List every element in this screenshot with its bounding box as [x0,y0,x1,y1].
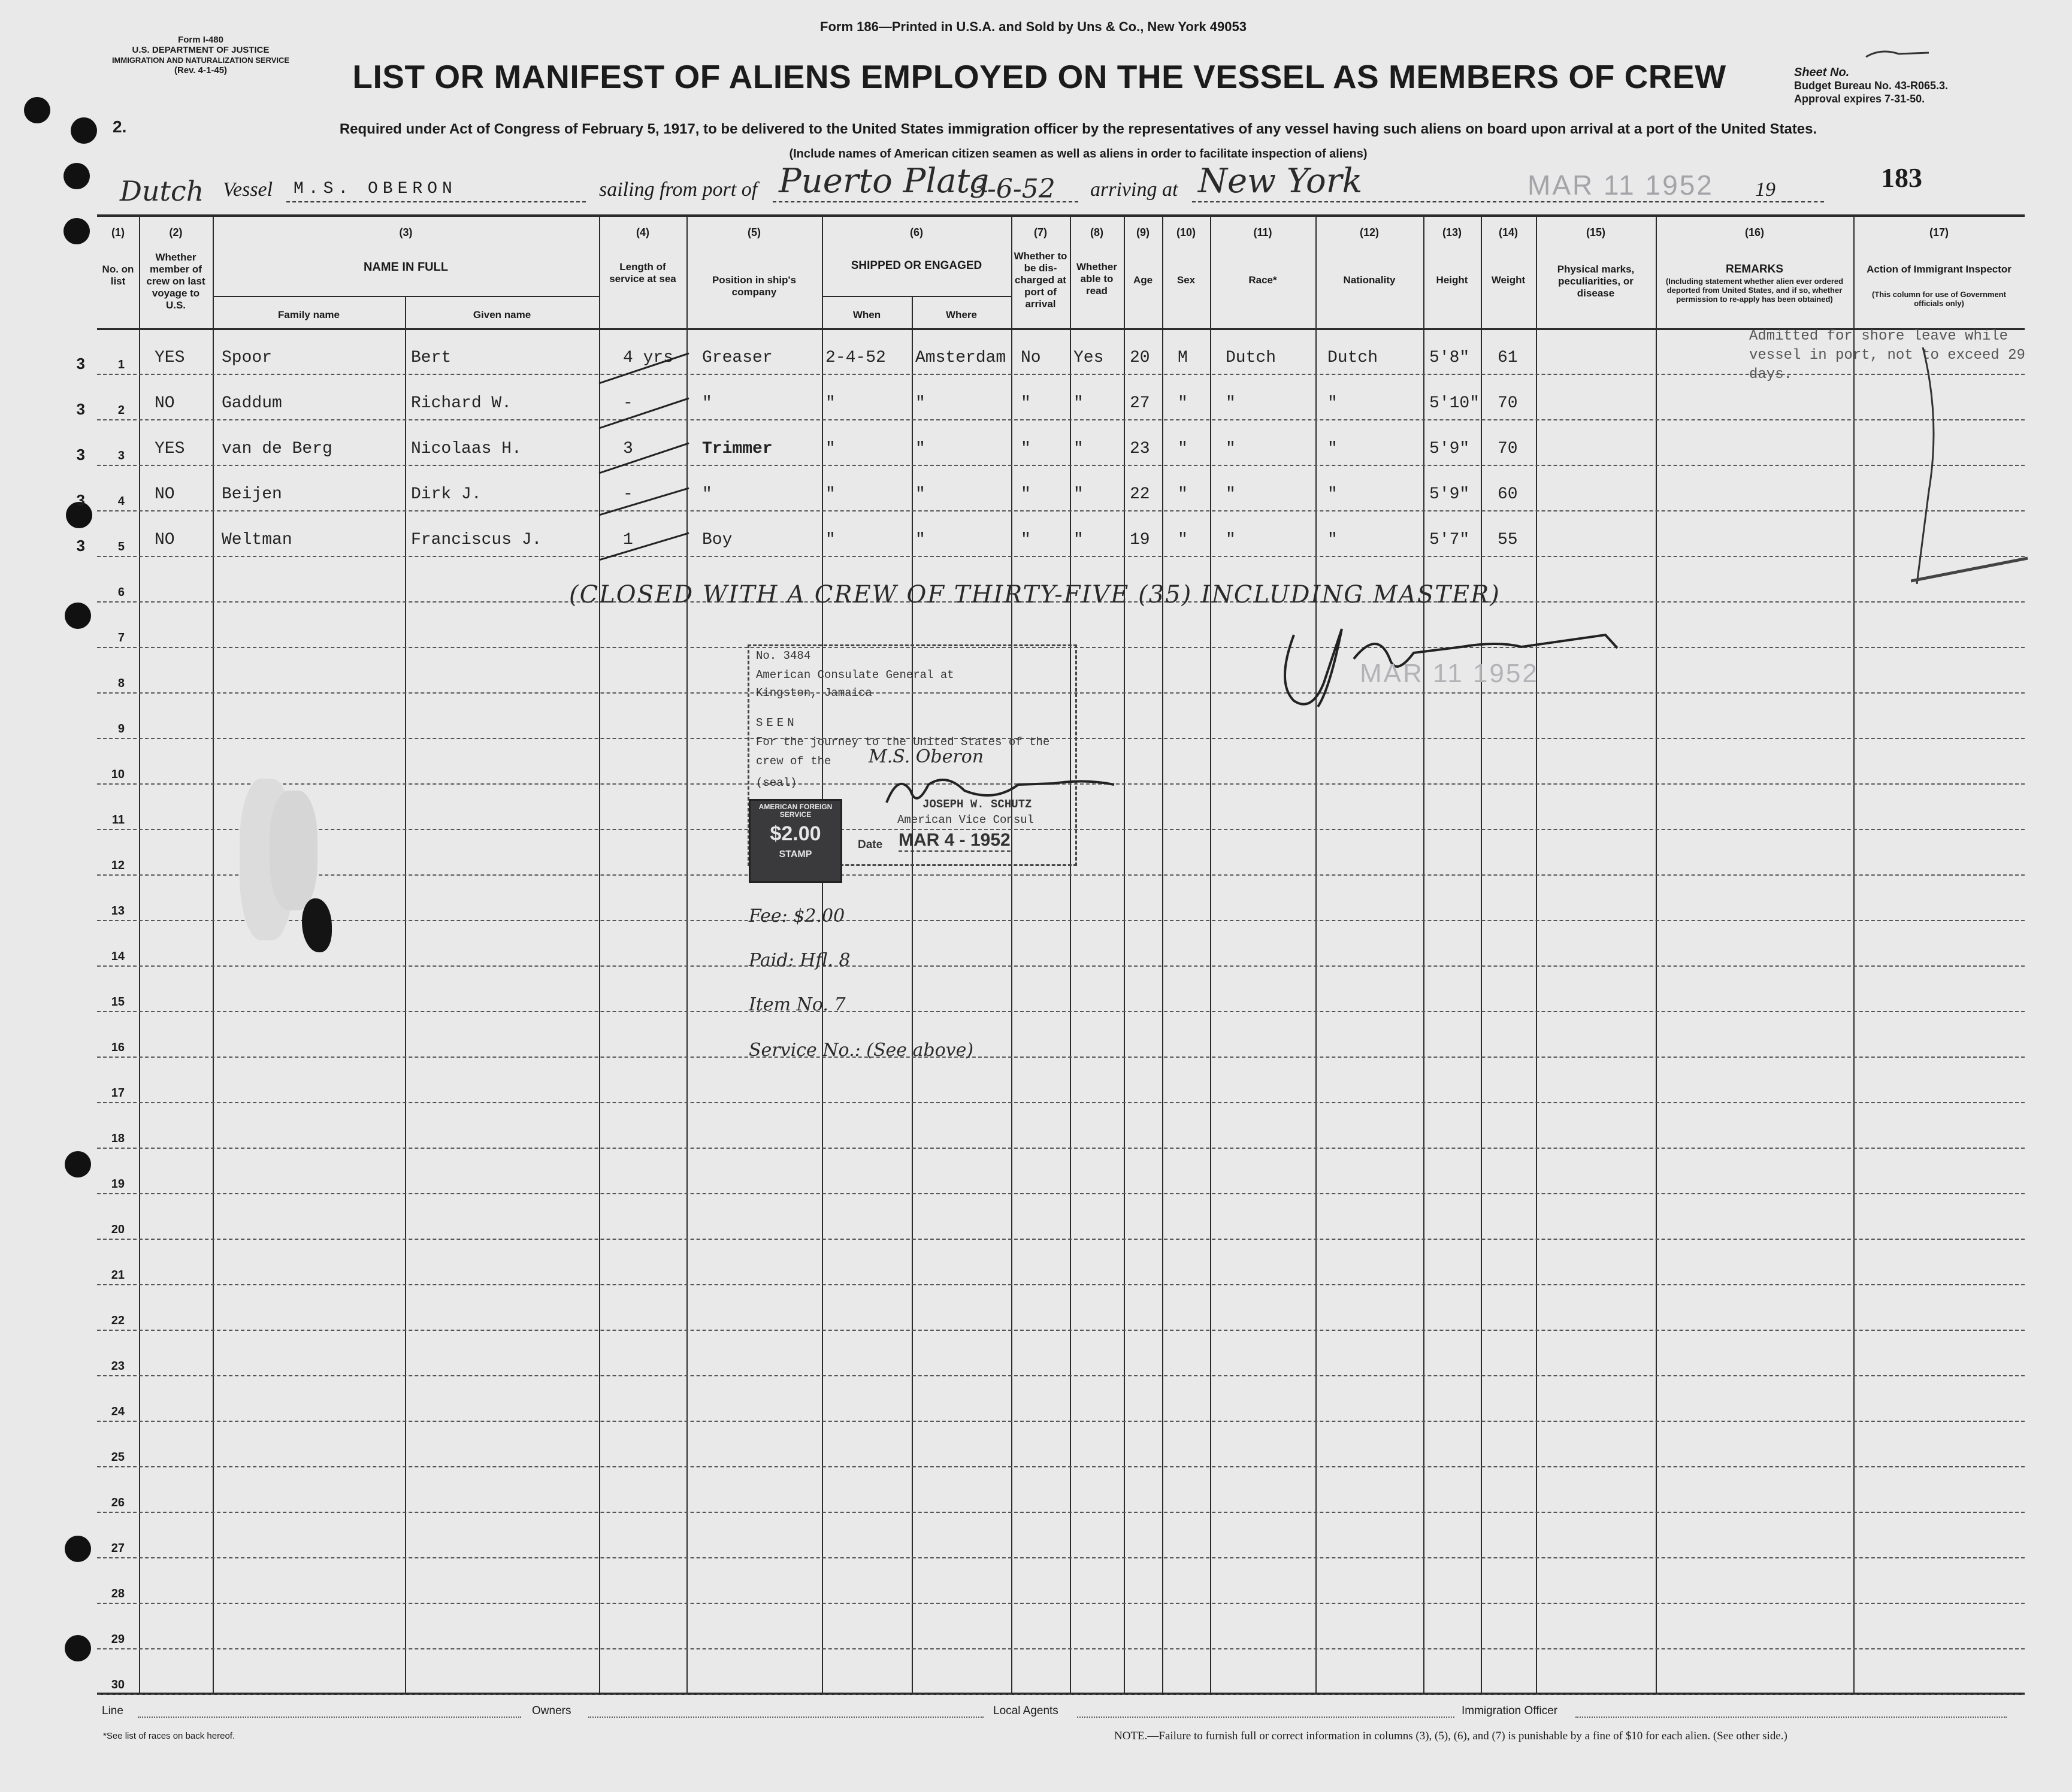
row-prefix: 3 [76,355,85,373]
row-dotted-line [97,1512,2025,1513]
arriving-port: New York [1198,162,1363,201]
row-dotted-line [97,965,2025,967]
row-number: 12 [111,859,125,872]
row-dotted-line [97,1057,2025,1058]
age-cell: 22 [1130,485,1150,504]
col-number: (7) [1034,226,1047,238]
row-dotted-line [97,556,2025,557]
arriving-underline [1192,201,1791,202]
col-divider [1423,216,1424,1694]
year-underline [1782,201,1824,202]
row-prefix: 3 [76,491,85,509]
race-cell: " [1226,440,1236,458]
paid-note: Paid: Hfl. 8 [749,950,851,971]
received-stamp: MAR 11 1952 [1360,659,1539,688]
service-name: IMMIGRATION AND NATURALIZATION SERVICE [111,56,290,65]
able-to-read-cell: Yes [1073,349,1104,367]
nationality-cell: " [1327,531,1338,549]
row-dotted-line [97,1557,2025,1558]
page-number: 183 [1881,162,1922,193]
citizen-note: (Include names of American citizen seamen as well as aliens in order to facilitate inspection of aliens) [789,147,1368,161]
col-number: (16) [1744,226,1764,238]
sheet-dash-mark [1863,42,1935,66]
family-name-cell: Beijen [222,485,282,504]
row-number: 2 [117,404,125,417]
footer-owners-blank [588,1717,984,1718]
row-number: 24 [111,1405,125,1418]
footer-races-note: *See list of races on back hereof. [103,1731,235,1741]
weight-cell: 60 [1498,485,1518,504]
discharged-cell: " [1021,485,1031,504]
col-number: (3) [399,226,413,238]
name-subheader-line [213,296,599,297]
punch-hole [65,1151,91,1177]
row-dotted-line [97,1011,2025,1012]
col-divider [1162,216,1163,1694]
paper-stain [270,791,317,910]
family-name-cell: Spoor [222,349,273,367]
punch-hole [24,97,50,123]
header-position: Position in ship's company [712,274,797,298]
able-to-read-cell: " [1073,394,1084,413]
header-age: Age [1133,274,1153,286]
row-number: 9 [117,722,125,735]
consular-seal: (seal) [756,776,797,789]
weight-cell: 70 [1498,394,1518,413]
position-cell: Greaser [702,349,773,367]
header-remarks-sub: (Including statement whether alien ever ordered deported from United States, and if so, whether permission to re-apply has been obtained) [1665,277,1844,304]
discharged-cell: " [1021,531,1031,549]
last-voyage-cell: YES [155,440,185,458]
col-divider [1315,216,1317,1694]
footer-officer-blank [1575,1717,2007,1718]
header-last-voyage: Whether member of crew on last voyage to U.S. [146,252,205,311]
position-cell: Trimmer [702,440,773,458]
punch-hole [65,1536,91,1562]
service-note: Service No.: (See above) [749,1040,974,1061]
sex-cell: " [1178,531,1188,549]
col-divider [213,216,214,1694]
vessel-underline [286,201,586,202]
sailing-underline [773,201,1078,202]
col-number: (1) [111,226,125,238]
sex-cell: " [1178,440,1188,458]
punch-hole [63,163,90,189]
footer-officer-label: Immigration Officer [1462,1705,1558,1717]
consular-number: No. 3484 [756,649,811,662]
header-able-to-read: Whether able to read [1076,261,1117,296]
service-length-cell: - [623,394,633,413]
given-name-cell: Dirk J. [411,485,482,504]
last-voyage-cell: YES [155,349,185,367]
age-cell: 23 [1130,440,1150,458]
row-dotted-line [97,465,2025,466]
consular-ship-name: M.S. Oberon [869,746,984,767]
row-dotted-line [97,1603,2025,1604]
act-statement: Required under Act of Congress of February 5, 1917, to be delivered to the United States immigration officer by the representatives of any vessel having such aliens on board upon arrival at a port of the United States. [339,121,1817,137]
header-shipped-engaged: SHIPPED OR ENGAGED [851,259,982,272]
budget-number: Budget Bureau No. 43-R065.3. [1794,80,1949,92]
consul-name: JOSEPH W. SCHUTZ [922,798,1032,811]
able-to-read-cell: " [1073,531,1084,549]
row-number: 27 [111,1542,125,1555]
row-dotted-line [97,920,2025,921]
position-cell: " [702,485,712,504]
row-dotted-line [97,374,2025,375]
header-when: When [852,309,881,320]
sheet-no-label: Sheet No. [1794,66,1850,79]
row-number: 14 [111,950,125,963]
service-length-cell: 1 [623,531,633,549]
last-voyage-cell: NO [155,394,175,413]
header-where: Where [946,309,977,320]
header-family-name: Family name [278,309,340,320]
shipped-when-cell: " [825,394,836,413]
col-divider [405,297,406,1694]
consular-line1: American Consulate General at [756,668,954,682]
consular-date-label: Date [858,839,883,851]
discharged-cell: No [1021,349,1041,367]
row-dotted-line [97,874,2025,876]
row-number: 22 [111,1314,125,1327]
row-number: 3 [117,449,125,462]
header-no-on-list: No. on list [102,264,134,287]
col-divider [1656,216,1657,1694]
shipped-where-cell: " [915,531,925,549]
sex-cell: " [1178,394,1188,413]
row-dotted-line [97,1648,2025,1649]
form-number: Form I-480 [178,35,223,45]
row-prefix: 3 [76,537,85,555]
given-name-cell: Richard W. [411,394,512,413]
header-inspector-action: Action of Immigrant Inspector [1867,264,2011,275]
row-prefix: 3 [76,446,85,464]
revision: (Rev. 4-1-45) [174,65,228,75]
remarks-shore-leave-note: Admitted for shore leave while vessel in port, not to exceed 29 days. [1749,328,2025,383]
page-title: LIST OR MANIFEST OF ALIENS EMPLOYED ON THE VESSEL AS MEMBERS OF CREW [352,58,1726,95]
age-cell: 27 [1130,394,1150,413]
consular-date: MAR 4 - 1952 [899,830,1011,852]
header-remarks: REMARKS [1725,263,1784,276]
col-divider [1536,216,1537,1694]
position-cell: Boy [702,531,733,549]
left-margin-number: 2. [113,117,127,136]
col-number: (11) [1253,226,1272,238]
row-number: 5 [117,540,125,553]
col-number: (9) [1136,226,1150,238]
col-number: (6) [910,226,923,238]
age-cell: 20 [1130,349,1150,367]
col-number: (14) [1498,226,1518,238]
fee-stamp-top: AMERICAN FOREIGN SERVICE [758,803,833,819]
consular-seen: SEEN [756,716,798,729]
punch-hole [63,218,90,244]
shipped-subheader-line [822,296,1011,297]
header-physical-marks: Physical marks, peculiarities, or disease [1557,264,1635,299]
col-divider [1210,216,1211,1694]
service-length-cell: 4 yrs [623,349,674,367]
header-inspector-sub: (This column for use of Government officials only) [1872,290,2006,308]
row-number: 13 [111,904,125,918]
header-discharged: Whether to be dis-charged at port of arrival [1014,250,1067,310]
sailing-port: Puerto Plata [779,162,990,201]
margin-note-dutch: Dutch [120,175,204,207]
consular-line4: crew of the [756,755,831,768]
closing-note: (CLOSED WITH A CREW OF THIRTY-FIVE (35) INCLUDING MASTER) [569,581,1501,609]
consular-line2: Kingston, Jamaica [756,686,872,700]
fee-stamp-value: $2.00 [770,822,821,845]
col-number: (15) [1586,226,1605,238]
header-length-of-service: Length of service at sea [609,261,676,284]
footer-line-blank [138,1717,521,1718]
row-number: 19 [111,1177,125,1191]
sex-cell: " [1178,485,1188,504]
row-dotted-line [97,1375,2025,1376]
item-note: Item No. 7 [749,994,846,1015]
shipped-where-cell: " [915,394,925,413]
last-voyage-cell: NO [155,485,175,504]
nationality-cell: " [1327,485,1338,504]
race-cell: " [1226,531,1236,549]
header-given-name: Given name [473,309,531,320]
sex-cell: M [1178,349,1188,367]
shipped-where-cell: Amsterdam [915,349,1006,367]
approval-expiry: Approval expires 7-31-50. [1794,93,1925,105]
race-cell: " [1226,394,1236,413]
weight-cell: 55 [1498,531,1518,549]
header-height: Height [1436,274,1468,286]
col-divider [1481,216,1482,1694]
year-label: 19 [1755,178,1775,201]
row-dotted-line [97,1148,2025,1149]
punch-hole [65,603,91,629]
sheet-block [1794,66,1948,105]
header-bottom-border [97,328,2025,330]
row-number: 6 [117,586,125,599]
col-number: (2) [169,226,183,238]
row-dotted-line [97,1421,2025,1422]
height-cell: 5'9" [1429,440,1470,458]
vessel-name: M.S. OBERON [294,180,457,198]
consular-line3: For the journey to the United States of the [756,735,1050,749]
row-number: 28 [111,1587,125,1600]
shipped-when-cell: " [825,531,836,549]
row-number: 17 [111,1086,125,1100]
header-race: Race* [1248,274,1277,286]
height-cell: 5'7" [1429,531,1470,549]
row-dotted-line [97,1193,2025,1194]
row-number: 7 [117,631,125,644]
fee-stamp [749,799,842,883]
shipped-when-cell: " [825,485,836,504]
row-number: 23 [111,1360,125,1373]
sailing-label: sailing from port of [599,178,758,201]
row-number: 26 [111,1496,125,1509]
vessel-label: Vessel [223,178,273,201]
given-name-cell: Bert [411,349,452,367]
family-name-cell: Gaddum [222,394,282,413]
able-to-read-cell: " [1073,440,1084,458]
row-dotted-line [97,1284,2025,1285]
shipped-when-cell: 2-4-52 [825,349,886,367]
punch-hole [71,117,97,144]
footer-agents-label: Local Agents [993,1705,1058,1717]
arrival-date-stamp: MAR 11 1952 [1527,169,1714,201]
nationality-cell: " [1327,440,1338,458]
col-number: (8) [1090,226,1103,238]
row-number: 1 [117,358,125,371]
height-cell: 5'9" [1429,485,1470,504]
row-number: 30 [111,1678,125,1691]
col-number: (12) [1359,226,1379,238]
weight-cell: 61 [1498,349,1518,367]
row-dotted-line [97,419,2025,420]
sailing-date: 3-6-52 [970,174,1055,204]
discharged-cell: " [1021,394,1031,413]
footer-agents-blank [1077,1717,1454,1718]
row-dotted-line [97,1102,2025,1103]
col-divider [1124,216,1125,1694]
header-weight: Weight [1491,274,1526,286]
col-number: (5) [748,226,761,238]
row-number: 16 [111,1041,125,1054]
height-cell: 5'8" [1429,349,1470,367]
race-cell: Dutch [1226,349,1277,367]
consul-signature [875,767,1126,821]
family-name-cell: van de Berg [222,440,332,458]
service-length-cell: 3 [623,440,633,458]
position-cell: " [702,394,712,413]
row-dotted-line [97,510,2025,511]
form-printer-line: Form 186—Printed in U.S.A. and Sold by Uns & Co., New York 49053 [820,19,1247,34]
service-length-cell: - [623,485,633,504]
row-number: 10 [111,768,125,781]
row-number: 20 [111,1223,125,1236]
row-number: 4 [117,495,125,508]
fee-stamp-bottom: STAMP [779,849,812,859]
header-nationality: Nationality [1343,274,1396,286]
shipped-where-cell: " [915,485,925,504]
fee-note: Fee: $2.00 [749,906,845,927]
given-name-cell: Franciscus J. [411,531,542,549]
col-number: (4) [636,226,649,238]
nationality-cell: " [1327,394,1338,413]
row-number: 21 [111,1269,125,1282]
footer-penalty-note: NOTE.—Failure to furnish full or correct information in columns (3), (5), (6), and (7) is punishable by a fine of $10 for each alien. (See other side.) [1114,1730,1787,1742]
nationality-cell: Dutch [1327,349,1378,367]
row-number: 11 [111,813,125,827]
last-voyage-cell: NO [155,531,175,549]
header-sex: Sex [1176,274,1196,286]
row-number: 15 [111,995,125,1009]
col-divider [1011,216,1012,1694]
family-name-cell: Weltman [222,531,292,549]
given-name-cell: Nicolaas H. [411,440,522,458]
col-divider [139,216,140,1694]
col-divider [1853,216,1855,1694]
able-to-read-cell: " [1073,485,1084,504]
row-number: 25 [111,1451,125,1464]
col-number: (17) [1929,226,1949,238]
row-dotted-line [97,1466,2025,1467]
row-prefix: 3 [76,400,85,418]
department-name: U.S. DEPARTMENT OF JUSTICE [132,45,270,55]
row-number: 29 [111,1633,125,1646]
row-dotted-line [97,1694,2025,1695]
col-divider [1070,216,1071,1694]
consul-title: American Vice Consul [897,813,1035,827]
row-number: 8 [117,677,125,690]
row-dotted-line [97,1330,2025,1331]
weight-cell: 70 [1498,440,1518,458]
discharged-cell: " [1021,440,1031,458]
inspector-line-mark [1911,551,2031,587]
age-cell: 19 [1130,531,1150,549]
service-slash-marks [593,341,713,569]
row-number: 18 [111,1132,125,1145]
footer-owners-label: Owners [532,1705,571,1717]
ink-blot [302,898,332,952]
race-cell: " [1226,485,1236,504]
col-number: (13) [1442,226,1462,238]
col-divider [912,297,913,1694]
header-name-in-full: NAME IN FULL [363,261,449,274]
footer-line-label: Line [102,1705,123,1717]
arriving-label: arriving at [1090,178,1178,201]
shipped-where-cell: " [915,440,925,458]
row-dotted-line [97,1239,2025,1240]
punch-hole [65,1635,91,1661]
shipped-when-cell: " [825,440,836,458]
department-block [90,35,311,75]
col-number: (10) [1176,226,1196,238]
height-cell: 5'10" [1429,394,1480,413]
table-top-border [97,214,2025,217]
